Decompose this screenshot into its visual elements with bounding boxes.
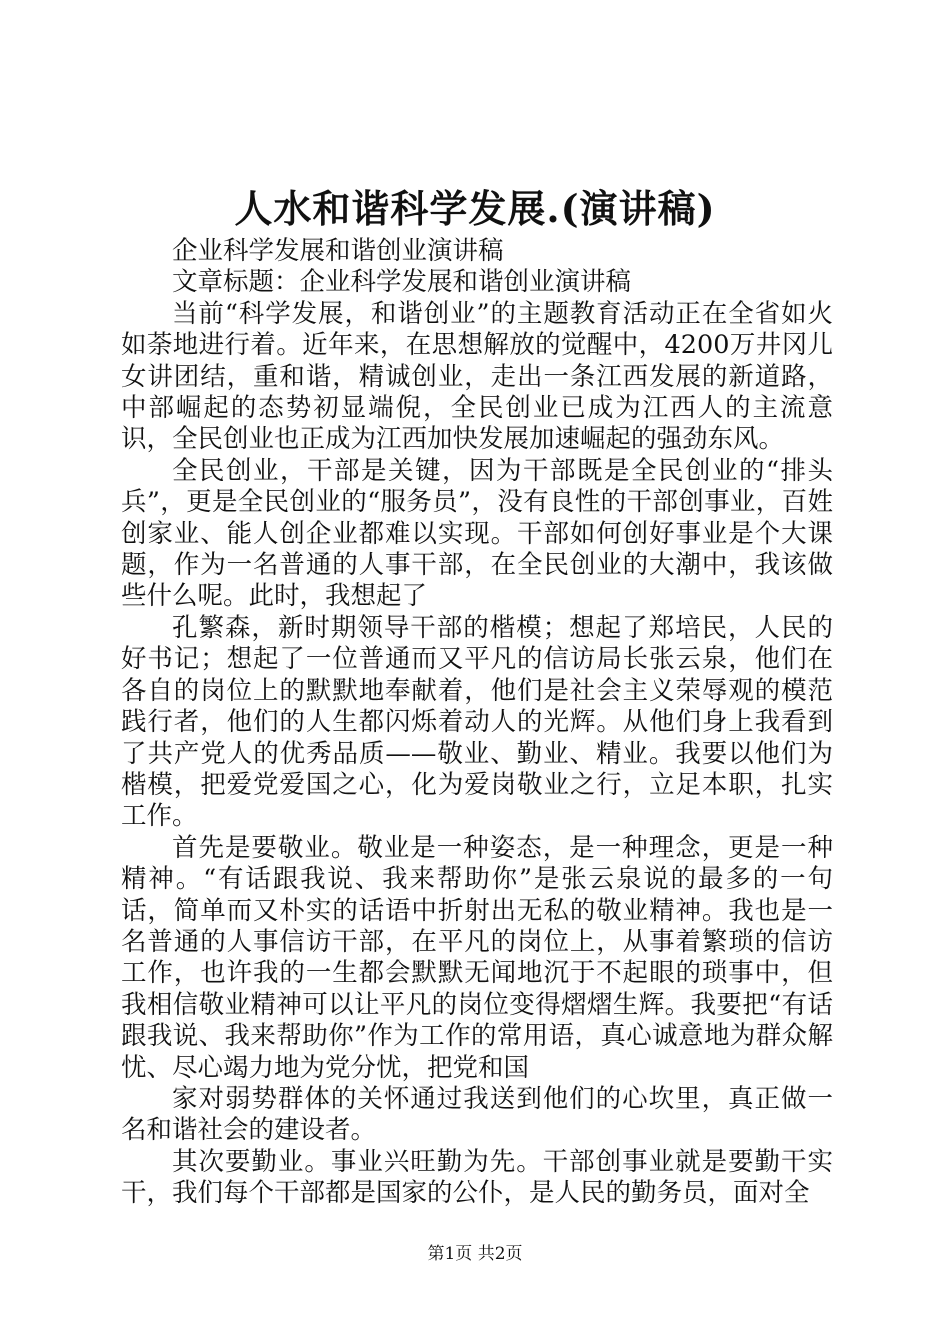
paragraph-role-models: 孔繁森，新时期领导干部的楷模；想起了郑培民，人民的好书记；想起了一位普通而又平凡的信访局长张云泉，他们在各自的岗位上的默默地奉献着，他们是社会主义荣辱观的模范践行者，他们的人生都闪烁着动人的光辉。从他们身上我看到了共产党人的优秀品质——敬业、勤业、精业。我要以他们为楷模，把爱党爱国之心，化为爱岗敬业之行，立足本职，扎实工作。: [121, 612, 833, 832]
paragraph-cadres-key: 全民创业，干部是关键，因为干部既是全民创业的“排头兵”，更是全民创业的“服务员”，没有良性的干部创事业，百姓创家业、能人创企业都难以实现。干部如何创好事业是个大课题，作为一名普通的人事干部，在全民创业的大潮中，我该做些什么呢。此时，我想起了: [121, 455, 833, 612]
document-title: 人水和谐科学发展.(演讲稿): [234, 186, 716, 231]
paragraph-subtitle: 企业科学发展和谐创业演讲稿: [172, 236, 504, 266]
paragraph-diligence: 其次要勤业。事业兴旺勤为先。干部创事业就是要勤干实干，我们每个干部都是国家的公仆，是人民的勤务员，面对全: [121, 1146, 833, 1209]
paragraph-dedication-cont: 家对弱势群体的关怀通过我送到他们的心坎里，真正做一名和谐社会的建设者。: [121, 1083, 833, 1146]
paragraph-article-title: 文章标题：企业科学发展和谐创业演讲稿: [172, 267, 632, 298]
paragraph-dedication: 首先是要敬业。敬业是一种姿态，是一种理念，更是一种精神。“有话跟我说、我来帮助你”是张云泉说的最多的一句话，简单而又朴实的话语中折射出无私的敬业精神。我也是一名普通的人事信访干部，在平凡的岗位上，从事着繁琐的信访工作，也许我的一生都会默默无闻地沉于不起眼的琐事中，但我相信敬业精神可以让平凡的岗位变得熠熠生辉。我要把“有话跟我说、我来帮助你”作为工作的常用语，真心诚意地为群众解忧、尽心竭力地为党分忧，把党和国: [121, 832, 833, 1083]
page-footer: 第1页 共2页: [427, 1244, 523, 1264]
document-body: [121, 236, 833, 1210]
paragraph-intro: 当前“科学发展，和谐创业”的主题教育活动正在全省如火如荼地进行着。近年来，在思想解放的觉醒中，4200万井冈儿女讲团结，重和谐，精诚创业，走出一条江西发展的新道路，中部崛起的态势初显端倪，全民创业已成为江西人的主流意识，全民创业也正成为江西加快发展加速崛起的强劲东风。: [121, 298, 833, 455]
